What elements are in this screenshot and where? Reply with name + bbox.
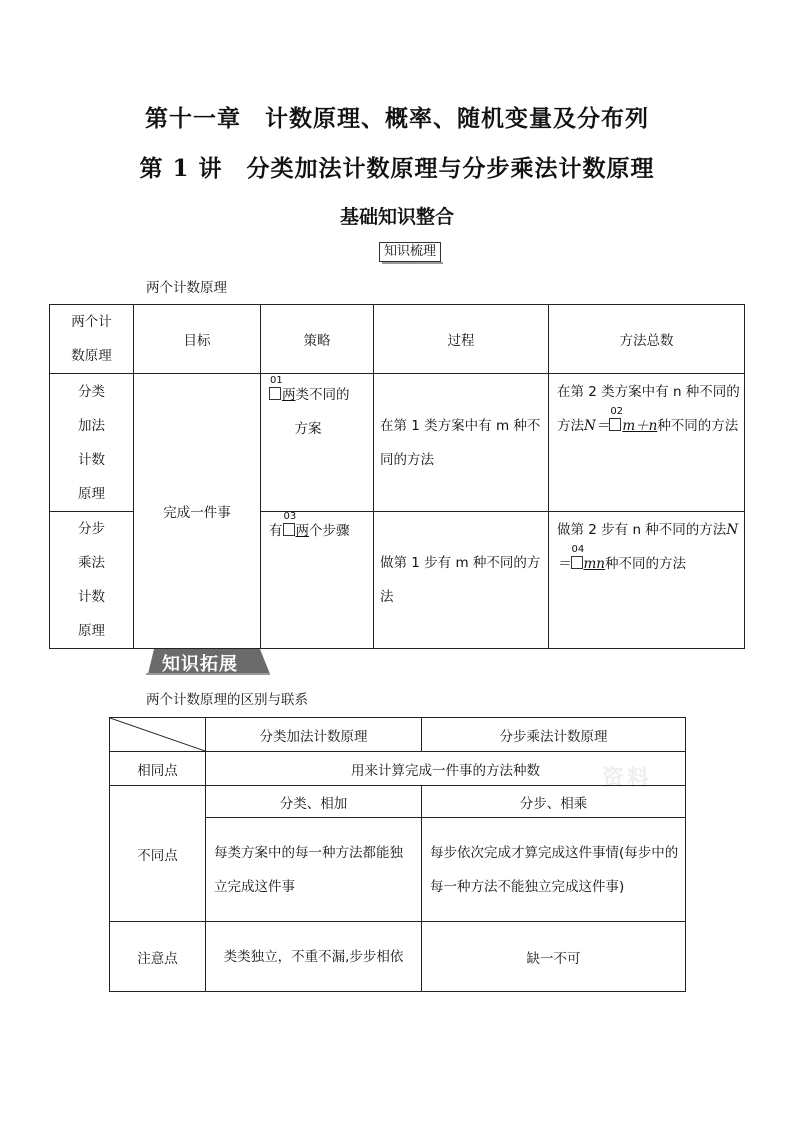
header-cell: 目标 — [134, 305, 261, 374]
diff-head-cell: 分类、相加 — [206, 786, 422, 818]
comparison-table — [109, 717, 686, 992]
row-name-line: 计数 — [78, 451, 105, 468]
table-row — [50, 374, 745, 512]
strategy-text: 类不同的 — [295, 387, 350, 403]
answer-blank-icon: 04 — [571, 556, 583, 569]
header-cell: 策略 — [261, 305, 374, 374]
row-name-line: 分步 — [78, 521, 105, 537]
row-name-line: 原理 — [78, 623, 105, 639]
row-name-line: 计数 — [78, 589, 105, 605]
diagonal-line — [110, 718, 205, 751]
table-row — [50, 305, 745, 374]
table-row — [110, 752, 686, 786]
total-cell — [549, 512, 745, 649]
answer-blank-icon: 01 — [269, 387, 281, 400]
total-text: 种不同的方法 — [657, 418, 739, 434]
process-text: 做第 1 步有 m 种不同的方法 — [380, 555, 541, 605]
row-name-line: 原理 — [78, 485, 105, 502]
header-line: 两个计 — [71, 314, 112, 330]
section-title: 基础知识整合 — [339, 206, 454, 228]
note-cell — [206, 922, 422, 992]
header-cell: 分类加法计数原理 — [206, 718, 422, 752]
formula-lhs: N＝ — [557, 522, 739, 572]
diff-text: 每类方案中的每一种方法都能独立完成这件事 — [214, 844, 403, 895]
knowledge-expand-label: 知识拓展 — [162, 654, 238, 675]
formula-lhs: N＝ — [584, 418, 610, 434]
goal-cell: 完成一件事 — [134, 374, 261, 649]
row-name-cell — [50, 374, 134, 512]
diff-text: 每步依次完成才算完成这件事情(每步中的每一种方法不能独立完成这件事) — [430, 844, 679, 895]
strategy-text: 方案 — [294, 421, 322, 437]
diff-text-cell — [206, 818, 422, 922]
same-text-cell: 用来计算完成一件事的方法种数 — [206, 752, 686, 786]
note-text: 类类独立，不重不漏,步步相依 — [223, 948, 404, 965]
knowledge-expand-banner — [146, 648, 270, 675]
total-cell — [549, 374, 745, 512]
strategy-cell — [261, 512, 374, 649]
diff-head-cell: 分步、相乘 — [422, 786, 686, 818]
header-cell: 分步乘法计数原理 — [422, 718, 686, 752]
header-cell — [50, 305, 134, 374]
strategy-text: 个步骤 — [309, 523, 350, 539]
counting-principles-table — [49, 304, 745, 649]
diff-text-cell — [422, 818, 686, 922]
table-row — [110, 786, 686, 818]
answer-blank-icon: 03 — [283, 523, 295, 536]
answer-text: 两 — [282, 387, 296, 403]
table1-caption: 两个计数原理 — [146, 280, 227, 296]
total-text: 种不同的方法 — [605, 556, 686, 572]
row-name-line: 乘法 — [78, 555, 105, 571]
row-label-cell: 相同点 — [110, 752, 206, 786]
total-text: 在第 2 类方案中有 n 种不同的方法 — [557, 384, 740, 434]
header-cell: 过程 — [374, 305, 549, 374]
knowledge-review-label: 知识梳理 — [379, 242, 441, 262]
diagonal-header-cell — [110, 718, 206, 752]
process-cell — [374, 374, 549, 512]
header-line: 数原理 — [71, 348, 112, 364]
process-text: 在第 1 类方案中有 m 种不同的方法 — [380, 417, 541, 468]
answer-text: 两 — [295, 523, 309, 539]
table-row — [110, 922, 686, 992]
answer-text: m＋n — [622, 418, 658, 434]
total-text: 做第 2 步有 n 种不同的方法 — [557, 522, 727, 538]
process-cell — [374, 512, 549, 649]
header-cell: 方法总数 — [549, 305, 745, 374]
strategy-text: 有 — [269, 523, 283, 539]
lecture-title: 第 1 讲 分类加法计数原理与分步乘法计数原理 — [139, 155, 655, 182]
row-label-cell: 不同点 — [110, 786, 206, 922]
row-name-line: 加法 — [78, 417, 105, 434]
answer-blank-icon: 02 — [609, 418, 621, 431]
table2-caption: 两个计数原理的区别与联系 — [146, 692, 308, 708]
answer-text: mn — [583, 556, 605, 572]
table-row — [110, 718, 686, 752]
watermark: 资料 — [602, 766, 653, 791]
row-label-cell: 注意点 — [110, 922, 206, 992]
note-cell: 缺一不可 — [422, 922, 686, 992]
chapter-title: 第十一章 计数原理、概率、随机变量及分布列 — [145, 105, 649, 132]
row-name-line: 分类 — [78, 383, 105, 400]
strategy-cell — [261, 374, 374, 512]
row-name-cell — [50, 512, 134, 649]
